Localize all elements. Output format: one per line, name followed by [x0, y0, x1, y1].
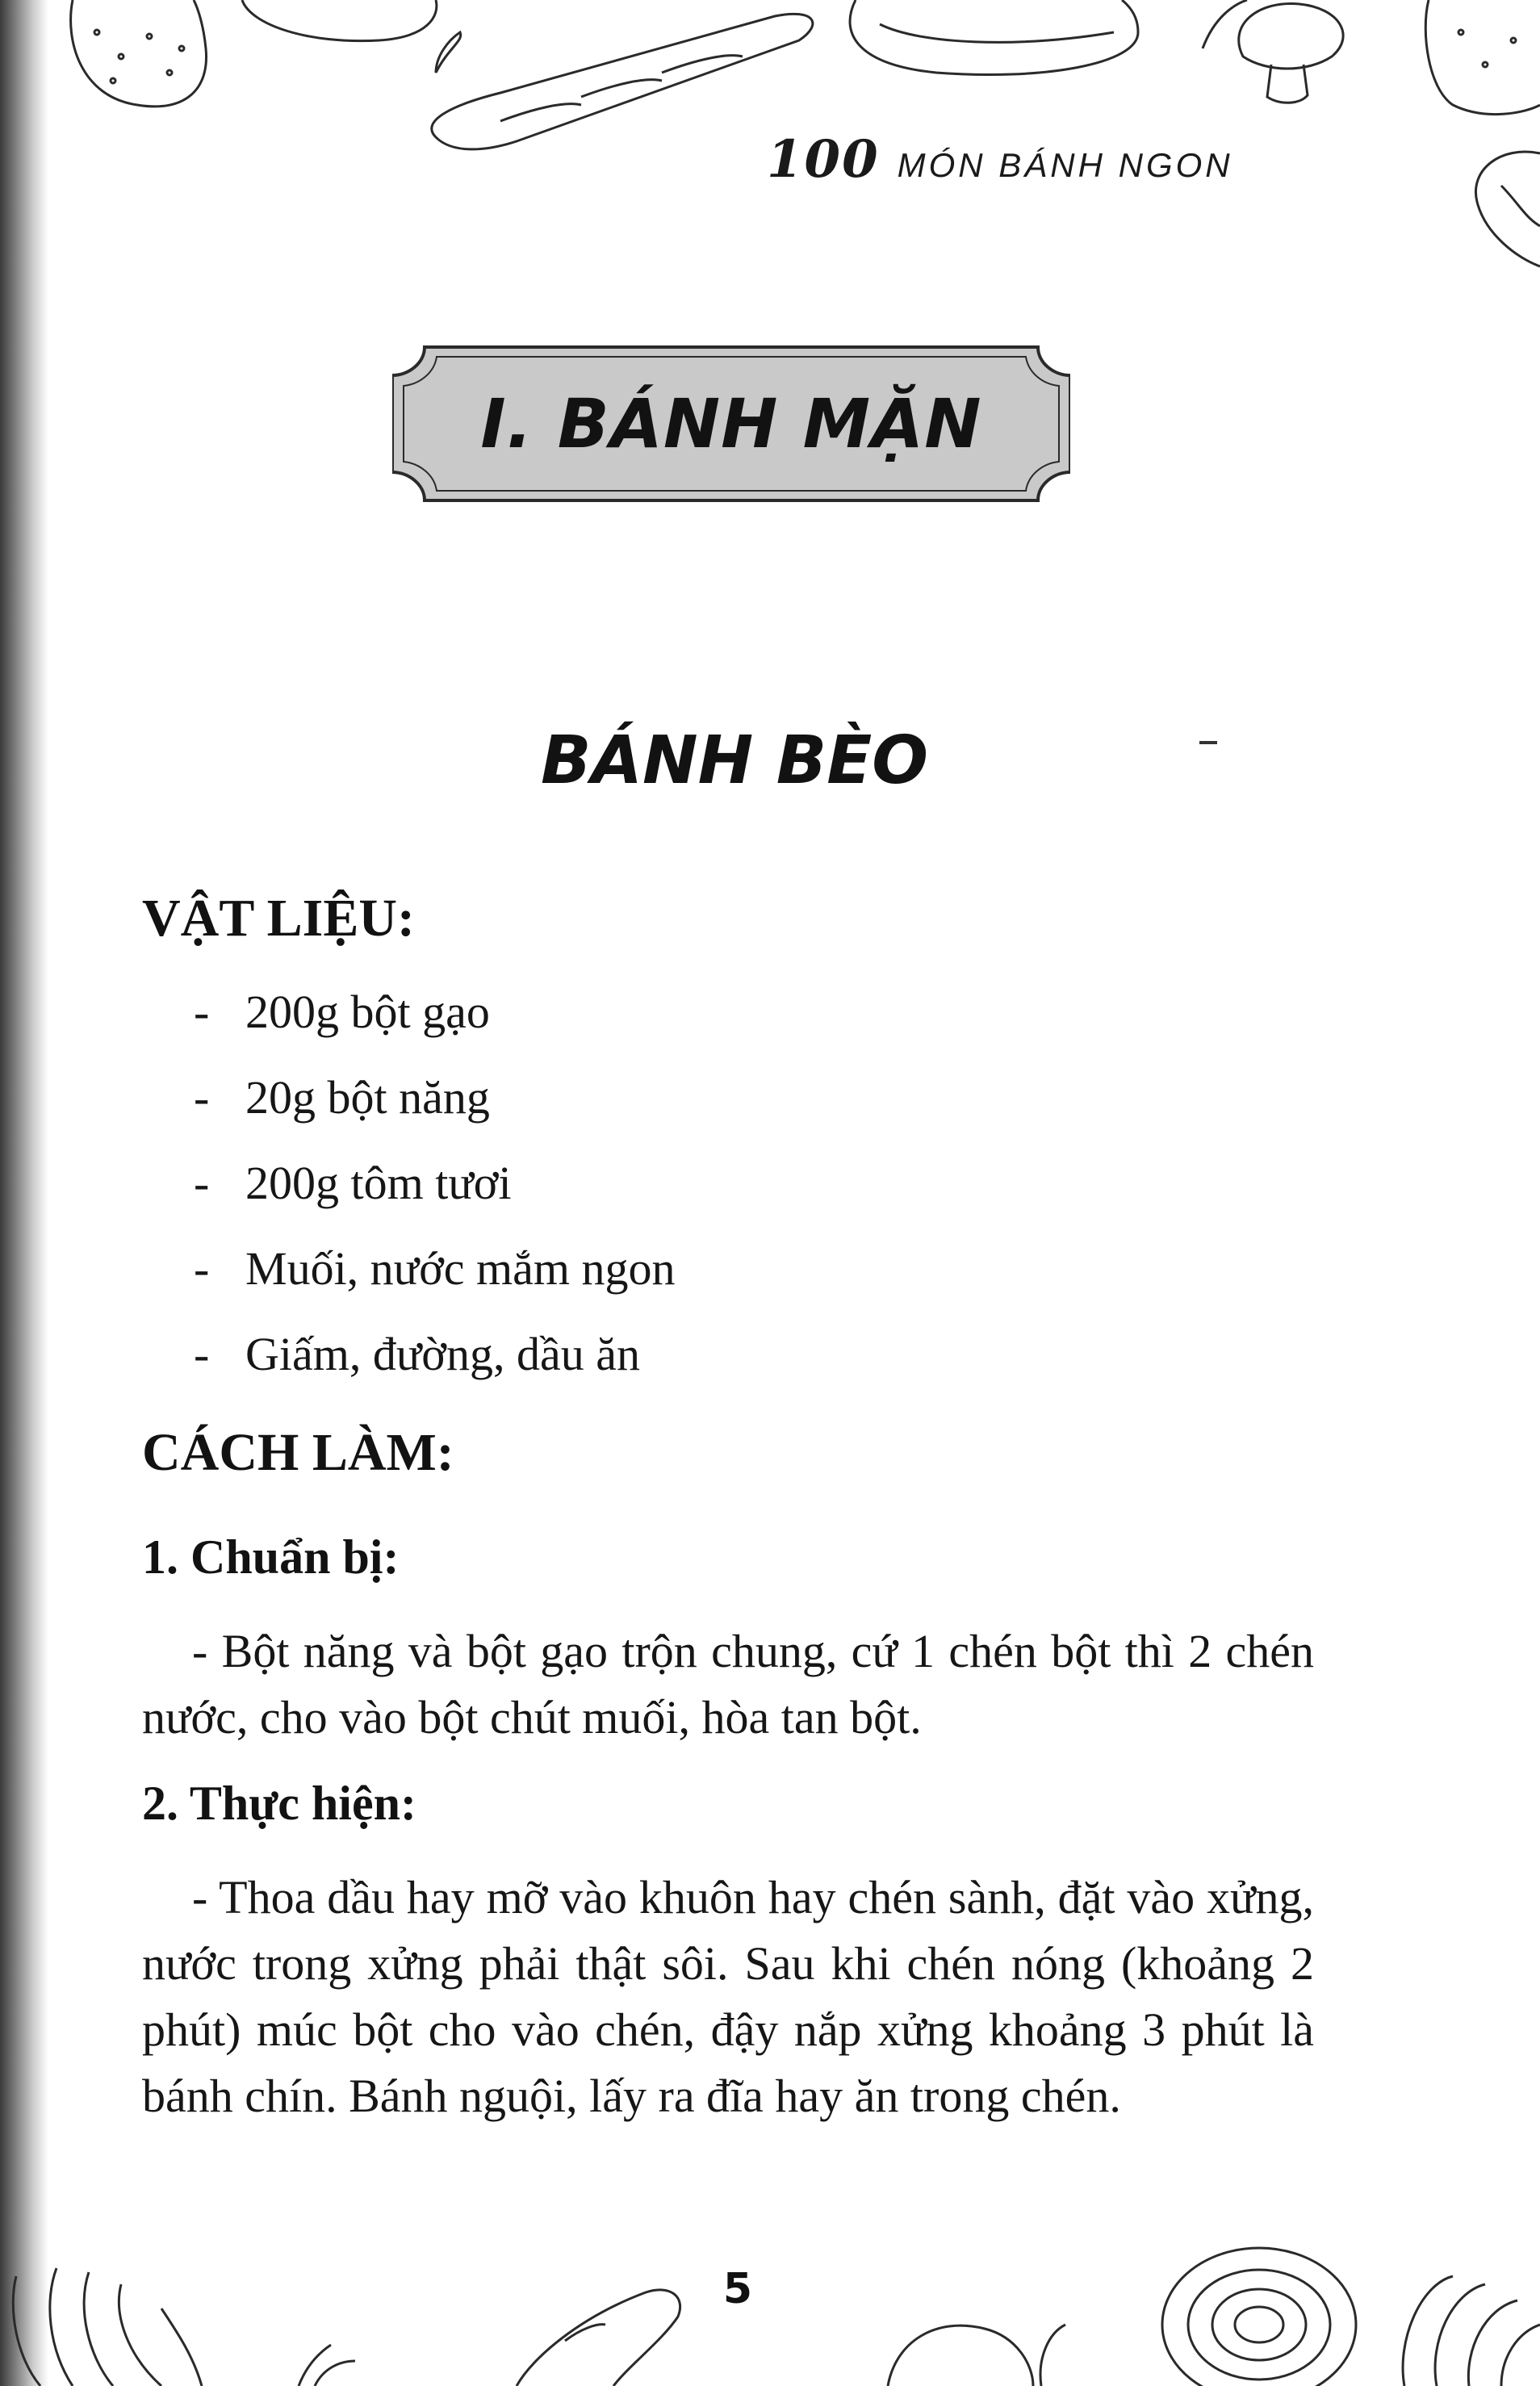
- step-paragraph: - Thoa dầu hay mỡ vào khuôn hay chén sành, đặt vào xửng, nước trong xửng phải thật sôi. Sau khi chén nóng (khoảng 2 phút) múc bột cho vào chén, đậy nắp xửng khoảng 3 phút là bánh chín. Bánh nguội, lấy ra đĩa hay ăn trong chén.: [142, 1871, 1314, 2122]
- croissant-illustration: [13, 2268, 202, 2386]
- running-head-title: MÓN BÁNH NGON: [897, 146, 1233, 184]
- list-item: - 200g tôm tươi: [194, 1157, 512, 1209]
- bread-loaf-illustration: [71, 0, 207, 107]
- round-pastry-illustration: [850, 0, 1138, 75]
- ingredient-text: Giấm, đường, dầu ăn: [245, 1328, 640, 1380]
- croissant-illustration: [1403, 2276, 1540, 2386]
- chapter-title: I. BÁNH MẶN: [480, 384, 982, 463]
- step-heading: 2. Thực hiện:: [142, 1777, 416, 1830]
- ingredient-text: Muối, nước mắm ngon: [245, 1242, 676, 1295]
- method-heading: CÁCH LÀM:: [142, 1423, 454, 1482]
- bread-slice-illustration: [242, 0, 437, 41]
- mushroom-illustration: [1203, 0, 1343, 103]
- running-head-number: 100: [767, 129, 880, 190]
- baguette-illustration: [432, 14, 813, 149]
- ingredient-text: 200g tôm tươi: [245, 1157, 512, 1209]
- ingredient-text: 200g bột gạo: [245, 986, 490, 1038]
- baguette-illustration: [517, 2290, 680, 2386]
- ingredients-list: [194, 981, 676, 1409]
- bread-slice-illustration: [1425, 0, 1540, 115]
- swirl-roll-illustration: [1162, 2248, 1356, 2386]
- running-head: [767, 129, 1332, 190]
- chapter-banner: [392, 331, 1070, 517]
- page-number: 5: [722, 2265, 753, 2313]
- step-paragraph: - Bột năng và bột gạo trộn chung, cứ 1 chén bột thì 2 chén nước, cho vào bột chút muối, hòa tan bột.: [142, 1625, 1314, 1743]
- recipe-title: BÁNH BÈO: [541, 722, 928, 799]
- step-heading: 1. Chuẩn bị:: [142, 1530, 400, 1584]
- ingredients-heading: VẬT LIỆU:: [142, 889, 416, 948]
- ingredient-text: 20g bột năng: [245, 1071, 490, 1124]
- stray-mark: [1199, 741, 1217, 744]
- list-item: - Giấm, đường, dầu ăn: [194, 1328, 640, 1380]
- list-item: - 200g bột gạo: [194, 986, 490, 1038]
- list-item: - Muối, nước mắm ngon: [194, 1242, 676, 1295]
- list-item: - 20g bột năng: [194, 1071, 490, 1124]
